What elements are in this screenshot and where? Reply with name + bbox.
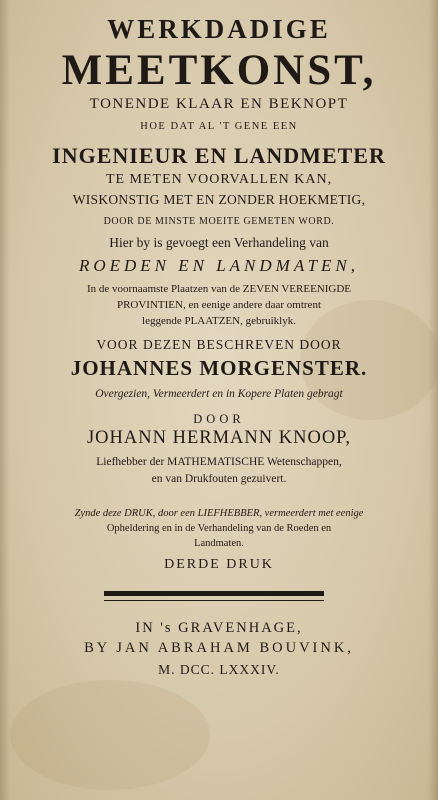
door-line: DOOR: [193, 412, 245, 426]
subtitle-line-8: DOOR DE MINSTE MOEITE GEMETEN WORD.: [103, 216, 335, 227]
divider-rule-thin: [104, 600, 324, 601]
editor-description-2: en van Drukfouten gezuivert.: [151, 473, 287, 485]
paper-stain: [10, 680, 210, 790]
subtitle-line-12: PROVINTIEN, en eenige andere daar omtrent: [116, 299, 322, 311]
imprint-publisher: BY JAN ABRAHAM BOUVINK,: [84, 640, 354, 656]
edition-note-3: Landmaten.: [194, 538, 244, 549]
editor-name: JOHANN HERMANN KNOOP,: [86, 428, 352, 448]
title-line-1: WERKDADIGE: [107, 14, 331, 44]
subtitle-line-6: TE METEN VOORVALLEN KAN,: [105, 172, 333, 187]
edition-note-2: Opheldering en in de Verhandeling van de Roeden en: [106, 523, 332, 534]
subtitle-line-3: TONENDE KLAAR EN BEKNOPT: [89, 96, 349, 112]
subtitle-line-10: ROEDEN EN LANDMATEN,: [78, 256, 360, 275]
revision-note: Overgezien, Vermeerdert en in Kopere Platen gebragt: [95, 388, 343, 400]
edition-note-1: Zynde deze DRUK, door een LIEFHEBBER, vermeerdert met eenige: [74, 508, 364, 519]
subtitle-line-13: leggende PLAATZEN, gebruiklyk.: [142, 315, 296, 327]
imprint-date: M. DCC. LXXXIV.: [158, 662, 280, 677]
imprint-place: IN 's GRAVENHAGE,: [135, 620, 303, 636]
page-edge-shadow: [428, 0, 438, 800]
title-line-2: MEETKONST,: [61, 47, 377, 94]
subtitle-line-4: HOE DAT AL 'T GENE EEN: [140, 121, 298, 132]
author-name: JOHANNES MORGENSTER.: [70, 356, 368, 380]
editor-description-1: Liefhebber der MATHEMATISCHE Wetenschappen,: [96, 456, 342, 468]
divider-rule-thick: [104, 591, 324, 596]
subtitle-line-7: WISKONSTIG MET EN ZONDER HOEKMETIG,: [72, 192, 366, 207]
subtitle-line-9: Hier by is gevoegt een Verhandeling van: [109, 235, 329, 250]
edition-label: DERDE DRUK: [164, 557, 274, 572]
subtitle-line-5: INGENIEUR EN LANDMETER: [52, 143, 386, 168]
author-intro-line: VOOR DEZEN BESCHREVEN DOOR: [96, 337, 342, 352]
subtitle-line-11: In de voornaamste Plaatzen van de ZEVEN VEREENIGDE: [86, 283, 352, 295]
page-edge-shadow: [0, 0, 10, 800]
